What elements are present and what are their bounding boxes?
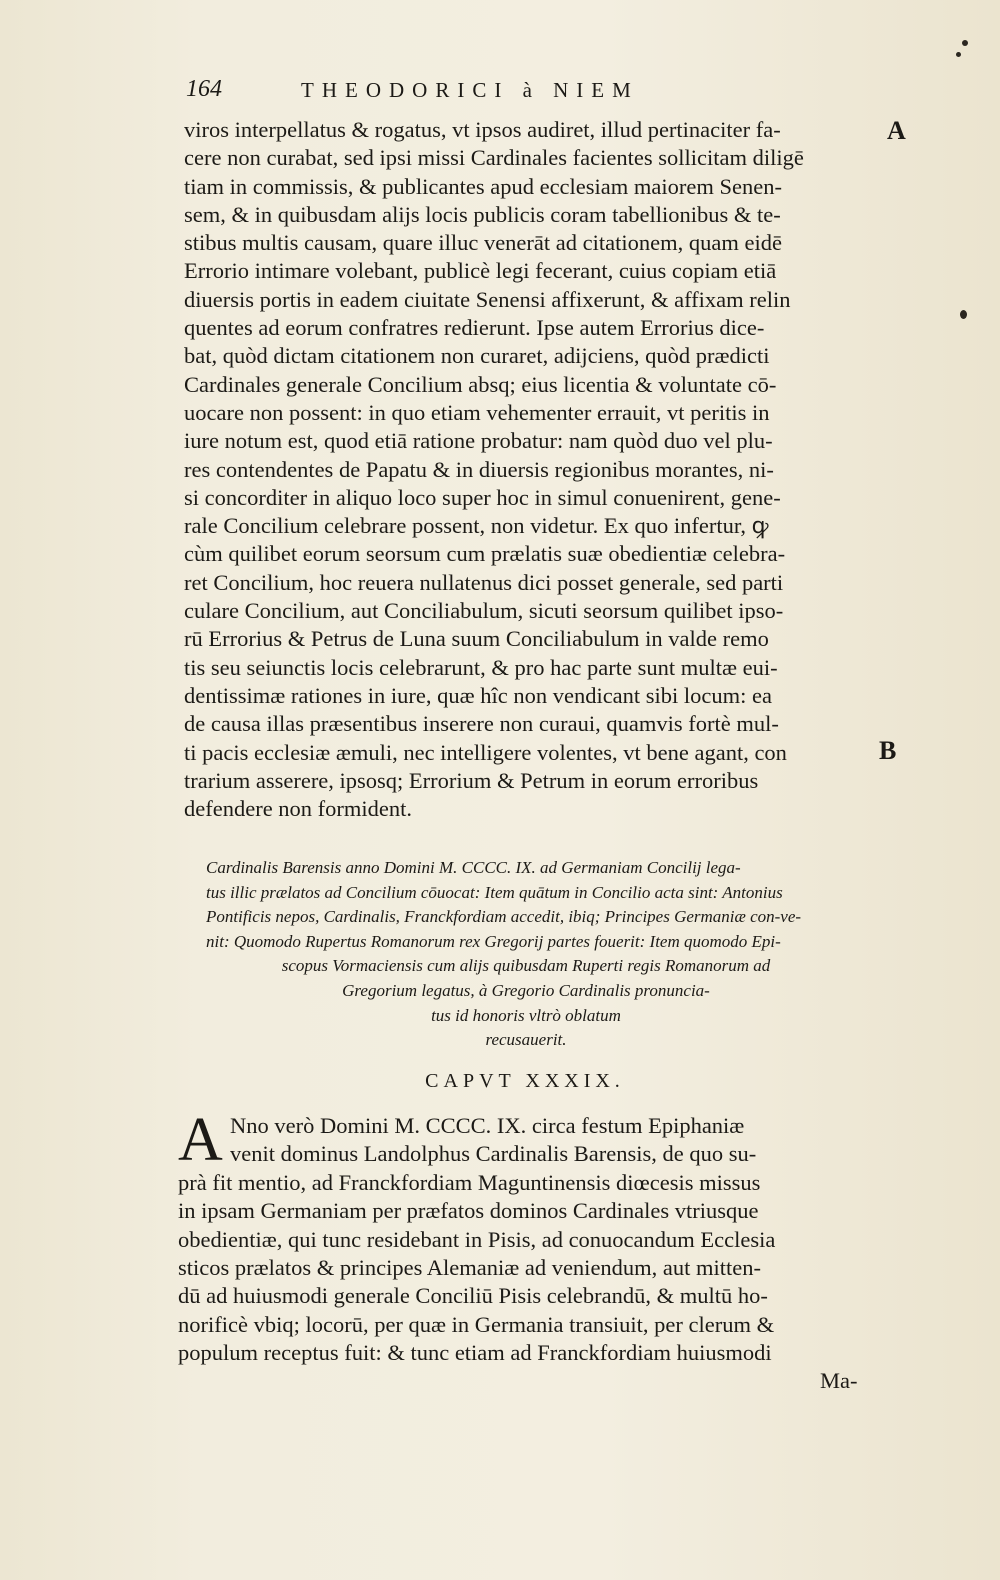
text-line: sem, & in quibusdam alijs locis publicis coram tabellionibus & te- bbox=[184, 201, 781, 227]
summary-line: tus id honoris vltrò oblatum bbox=[431, 1005, 621, 1025]
text-line: Cardinales generale Concilium absq; eius licentia & voluntate cō- bbox=[184, 371, 777, 397]
text-line: venit dominus Landolphus Cardinalis Barensis, de quo su- bbox=[230, 1141, 757, 1167]
text-line: tiam in commissis, & publicantes apud ecclesiam maiorem Senen- bbox=[184, 173, 782, 199]
text-line: bat, quòd dictam citationem non curaret, adijciens, quòd prædicti bbox=[184, 343, 770, 369]
text-line: Errorio intimare volebant, publicè legi fecerant, cuius copiam etiā bbox=[184, 258, 777, 284]
text-line: ti pacis ecclesiæ æmuli, nec intelligere volentes, vt bene agant, con bbox=[184, 739, 787, 765]
text-line: trarium asserere, ipsosq; Errorium & Petrum in eorum erroribus bbox=[184, 767, 759, 793]
chapter-text-block bbox=[178, 1106, 878, 1368]
text-line: quentes ad eorum confratres redierunt. Ipse autem Errorius dice- bbox=[184, 315, 765, 341]
summary-line: Pontificis nepos, Cardinalis, Franckfordiam accedit, ibiq; Principes Germaniæ con-ve- bbox=[206, 907, 802, 927]
page-number: 164 bbox=[186, 76, 222, 102]
text-line: res contendentes de Papatu & in diuersis regionibus morantes, ni- bbox=[184, 456, 774, 482]
text-line: dentissimæ rationes in iure, quæ hîc non vendicant sibi locum: ea bbox=[184, 682, 773, 708]
chapter-heading: CAPVT XXXIX. bbox=[425, 1070, 625, 1092]
text-line: viros interpellatus & rogatus, vt ipsos audiret, illud pertinaciter fa- bbox=[184, 117, 781, 142]
main-text-block bbox=[184, 116, 874, 823]
text-line: in ipsam Germaniam per præfatos dominos Cardinales vtriusque bbox=[178, 1198, 759, 1224]
text-line: cùm quilibet eorum seorsum cum prælatis suæ obedientiæ celebra- bbox=[184, 541, 786, 567]
text-line: norificè vbiq; locorū, per quæ in Germania transiuit, per clerum & bbox=[178, 1311, 775, 1337]
summary-line: Gregorium legatus, à Gregorio Cardinalis pronuncia- bbox=[342, 980, 710, 1000]
text-line: sticos prælatos & principes Alemaniæ ad veniendum, aut mitten- bbox=[178, 1254, 762, 1280]
text-line: defendere non formident. bbox=[184, 796, 413, 822]
text-line: obedientiæ, qui tunc residebant in Pisis, ad conuocandum Ecclesia bbox=[178, 1226, 776, 1252]
text-line: prà fit mentio, ad Franckfordiam Maguntinensis diœcesis missus bbox=[178, 1169, 761, 1195]
text-line: tis seu seiunctis locis celebrarunt, & pro hac parte sunt multæ eui- bbox=[184, 654, 778, 680]
text-line: cere non curabat, sed ipsi missi Cardinales facientes sollicitam diligē bbox=[184, 145, 804, 171]
text-line: ret Concilium, hoc reuera nullatenus dici posset generale, sed parti bbox=[184, 569, 784, 595]
text-line: diuersis portis in eadem ciuitate Senensi affixerunt, & affixam relin bbox=[184, 286, 791, 312]
ink-spot bbox=[962, 40, 968, 46]
text-line: rale Concilium celebrare possent, non videtur. Ex quo infertur, ꝙ bbox=[184, 513, 769, 539]
catchword: Ma- bbox=[820, 1368, 858, 1393]
ink-spot bbox=[956, 52, 961, 57]
text-line: uocare non possent: in quo etiam vehementer errauit, vt peritis in bbox=[184, 399, 770, 425]
page-header bbox=[186, 76, 706, 110]
summary-line: recusauerit. bbox=[485, 1030, 567, 1050]
text-line: populum receptus fuit: & tunc etiam ad Franckfordiam huiusmodi bbox=[178, 1340, 772, 1366]
text-line: de causa illas præsentibus inserere non curaui, quamvis fortè mul- bbox=[184, 711, 779, 737]
text-line: iure notum est, quod etiā ratione probatur: nam quòd duo vel plu- bbox=[184, 428, 773, 454]
running-head: THEODORICI à NIEM bbox=[301, 78, 639, 102]
text-line: rū Errorius & Petrus de Luna suum Conciliabulum in valde remo bbox=[184, 626, 769, 652]
text-line: Nno verò Domini M. CCCC. IX. circa festum Epiphaniæ bbox=[230, 1113, 745, 1138]
text-line: dū ad huiusmodi generale Conciliū Pisis celebrandū, & multū ho- bbox=[178, 1283, 768, 1309]
summary-line: nit: Quomodo Rupertus Romanorum rex Gregorij partes fouerit: Item quomodo Epi- bbox=[206, 931, 781, 951]
margin-letter-a: A bbox=[887, 116, 906, 145]
drop-cap: A bbox=[178, 1106, 223, 1174]
summary-line: scopus Vormaciensis cum alijs quibusdam Ruperti regis Romanorum ad bbox=[281, 956, 771, 976]
summary-line: Cardinalis Barensis anno Domini M. CCCC. IX. ad Germaniam Concilij lega- bbox=[206, 858, 741, 877]
summary-line: tus illic prælatos ad Concilium cōuocat: Item quātum in Concilio acta sint: Antonius bbox=[206, 882, 783, 902]
text-line: stibus multis causam, quare illuc venerāt ad citationem, quam eidē bbox=[184, 230, 782, 256]
text-line: culare Concilium, aut Conciliabulum, sicuti seorsum quilibet ipso- bbox=[184, 598, 784, 624]
margin-letter-b: B bbox=[879, 736, 897, 765]
chapter-summary bbox=[206, 856, 846, 1053]
ink-spot bbox=[960, 310, 967, 319]
text-line: si concorditer in aliquo loco super hoc in simul conuenirent, gene- bbox=[184, 484, 781, 510]
